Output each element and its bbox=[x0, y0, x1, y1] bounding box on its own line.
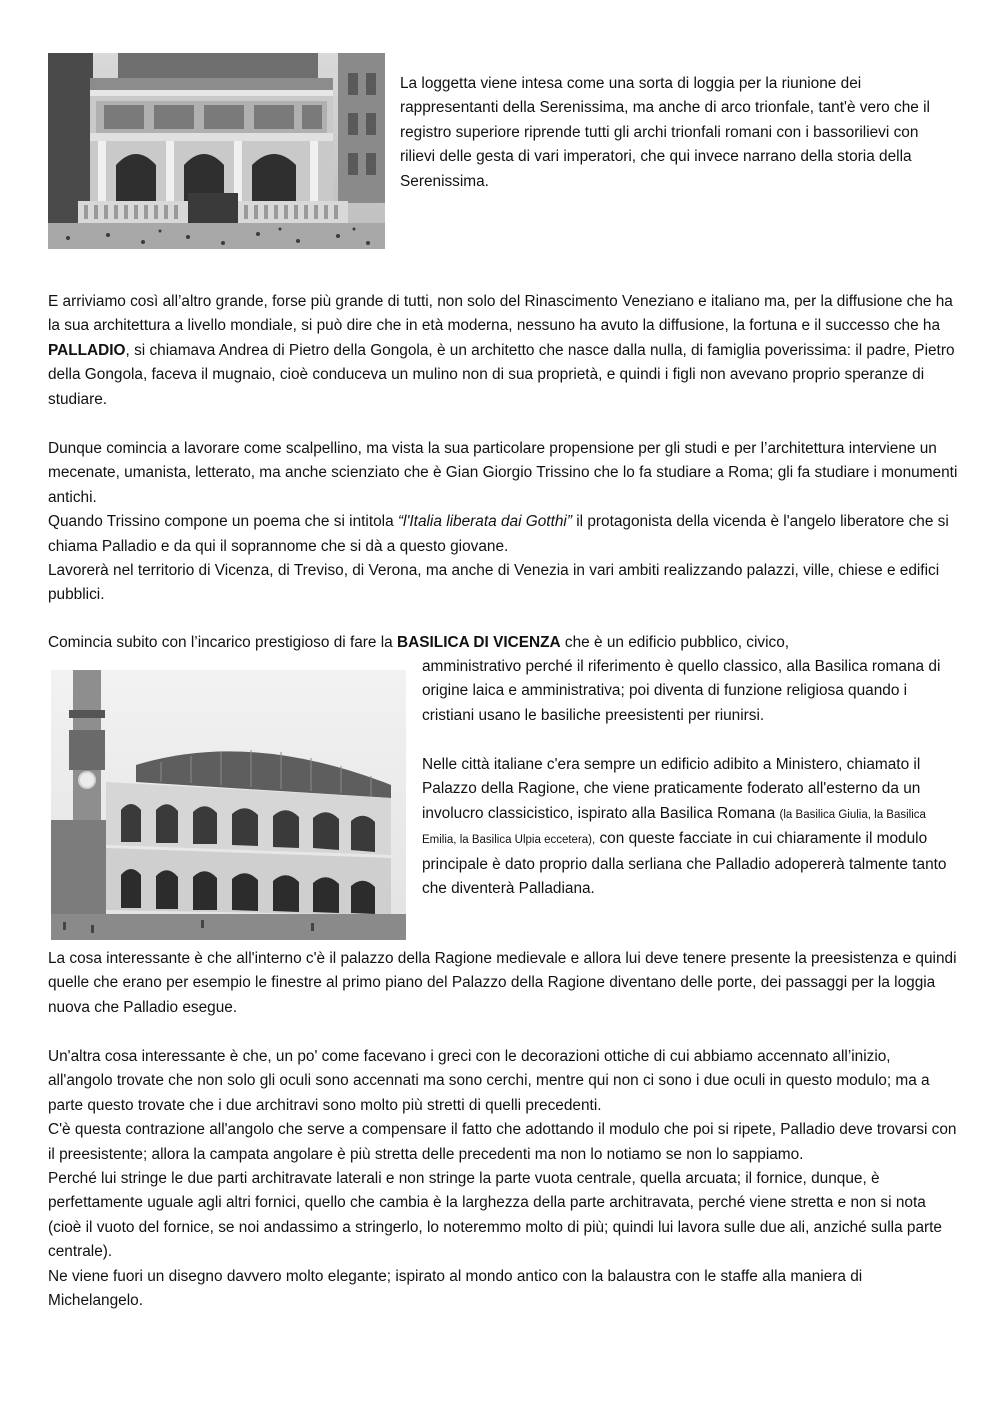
contrazione-paragraph bbox=[48, 1045, 958, 1313]
basilica-right-paragraph-1: amministrativo perché il riferimento è quello classico, alla Basilica romana di origine laica e amministrativa; poi diventa di funzione religiosa quando i cristiani usano le basiliche preesistenti per riunirsi. bbox=[422, 658, 941, 724]
preesistenza-paragraph: La cosa interessante è che all'interno c'è il palazzo della Ragione medievale e allora lui deve tenere presente la preesistenza e quindi quelle che erano per esempio le finestre al primo piano del Palazzo della Ragione diventano delle porte, dei passaggi per la loggia nuova che Palladio esegue. bbox=[48, 950, 957, 1016]
trissino-line-1: Dunque comincia a lavorare come scalpellino, ma vista la sua particolare propensione per gli studi e per l’architettura interviene un mecenate, umanista, letterato, ma anche scienziato che è Gian Giorgio Trissino che lo fa studiare a Roma; gli fa studiare i monumenti antichi. bbox=[48, 440, 958, 506]
trissino-line-3: Lavorerà nel territorio di Vicenza, di Treviso, di Verona, ma anche di Venezia in vari ambiti realizzando palazzi, ville, chiese e edifici pubblici. bbox=[48, 562, 940, 604]
loggetta-photo bbox=[48, 53, 385, 249]
fornice-line: Perché lui stringe le due parti architravate laterali e non stringe la parte vuota centrale, quella arcuata; il fornice, dunque, è perfettamente uguale agli altri fornici, quello che cambia è la larghezza della parte architravata, perché viene stretta e non si nota (cioè il vuoto del fornice, se noi andassimo a stringerlo, lo noteremmo molto di più; quindi lui lavora sulle due ali, anziché sulla parte centrale). bbox=[48, 1170, 942, 1261]
palladio-paragraph bbox=[48, 290, 958, 412]
palladio-name: PALLADIO bbox=[48, 341, 126, 359]
basiliche-romane-note: (la Basilica Giulia, la Basilica Emilia, la Basilica Ulpia eccetera), bbox=[422, 808, 926, 847]
trissino-line-2-after: il protagonista della vicenda è l'angelo liberatore che si chiama Palladio e da qui il soprannome che si dà a questo giovane. bbox=[48, 513, 949, 555]
oculi-line: Un'altra cosa interessante è che, un po' come facevano i greci con le decorazioni ottiche di cui abbiamo accennato all’inizio, all'angolo trovate che non solo gli oculi sono accennati ma sono cerchi, mentre qui non ci sono i due oculi in questo modulo; ma a parte questo trovate che i due architravi sono molto più stretti di quelli precedenti. bbox=[48, 1048, 930, 1114]
palladio-text-before: E arriviamo così all’altro grande, forse più grande di tutti, non solo del Rinascimento Veneziano e italiano ma, per la diffusione che ha la sua architettura a livello mondiale, si può dire che in età moderna, nessuno ha avuto la diffusione, la fortuna e il successo che ha bbox=[48, 293, 953, 335]
basilica-name: BASILICA DI VICENZA bbox=[397, 634, 561, 651]
trissino-line-2-before: Quando Trissino compone un poema che si intitola bbox=[48, 513, 398, 531]
trissino-paragraph bbox=[48, 437, 958, 608]
basilica-photo bbox=[51, 670, 406, 940]
ragione-text-after: con queste facciate in cui chiaramente il modulo principale è dato proprio dalla serliana che Palladio adopererà talmente tanto che diventerà Palladiana. bbox=[422, 830, 947, 898]
loggetta-paragraph: La loggetta viene intesa come una sorta di loggia per la riunione dei rappresentanti della Serenissima, ma anche di arco trionfale, tant'è vero che il registro superiore riprende tutti gli archi trionfali romani con i bassorilievi con rilievi delle gesta di vari imperatori, che qui invece narrano della storia della Serenissima. bbox=[400, 75, 930, 190]
basilica-right-paragraph-2 bbox=[422, 753, 950, 901]
basilica-line-before: Comincia subito con l’incarico prestigioso di fare la bbox=[48, 634, 398, 651]
poem-title: “l'Italia liberata dai Gotthi” bbox=[397, 513, 572, 531]
contrazione-line: C'è questa contrazione all'angolo che serve a compensare il fatto che adottando il modulo che poi si ripete, Palladio deve trovarsi con il preesistente; allora la campata angolare è più stretta delle precedenti ma non lo notiamo se non lo sappiamo. bbox=[48, 1121, 957, 1163]
palladio-text-after: , si chiamava Andrea di Pietro della Gongola, è un architetto che nasce dalla nulla, di famiglia poverissima: il padre, Pietro della Gongola, faceva il mugnaio, cioè conduceva un mulino non di sua proprietà, e quindi i figli non avevano proprio speranze di studiare. bbox=[48, 341, 955, 408]
basilica-line-after: che è un edificio pubblico, civico, bbox=[560, 634, 790, 651]
disegno-line: Ne viene fuori un disegno davvero molto elegante; ispirato al mondo antico con la balaustra con le staffe alla maniera di Michelangelo. bbox=[48, 1267, 863, 1310]
basilica-intro-line bbox=[48, 631, 958, 655]
ragione-text-before: Nelle città italiane c'era sempre un edificio adibito a Ministero, chiamato il Palazzo della Ragione, che viene praticamente foderato all'esterno da un involucro classicistico, ispirato alla Basilica Romana bbox=[422, 756, 921, 822]
